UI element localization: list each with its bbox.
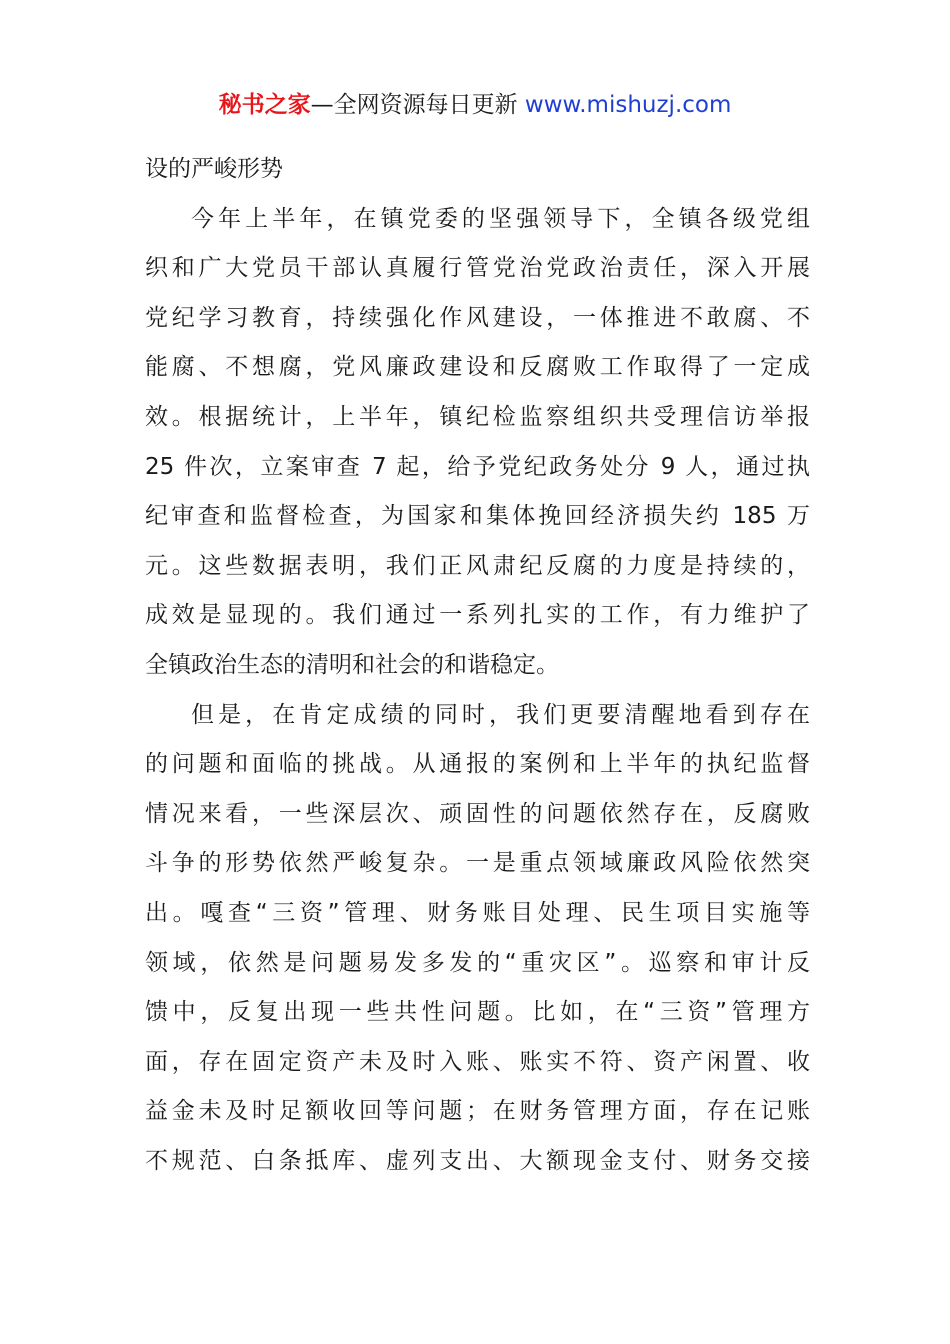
text-line-18: 馈中，反复出现一些共性问题。比如，在“三资”管理方	[145, 999, 810, 1026]
site-url-link[interactable]: www.mishuzj.com	[524, 92, 732, 118]
text-line-1: 设的严峻形势	[145, 156, 283, 182]
text-line-11: 全镇政治生态的清明和社会的和谐稳定。	[145, 651, 559, 678]
text-line-2: 今年上半年，在镇党委的坚强领导下，全镇各级党组	[191, 205, 810, 232]
text-line-14: 情况来看，一些深层次、顽固性的问题依然存在，反腐败	[145, 800, 810, 827]
text-line-15: 斗争的形势依然严峻复杂。一是重点领域廉政风险依然突	[145, 850, 810, 877]
text-line-5: 能腐、不想腐，党风廉政建设和反腐败工作取得了一定成	[145, 354, 810, 381]
header-tagline: —全网资源每日更新	[310, 92, 525, 118]
text-line-13: 的问题和面临的挑战。从通报的案例和上半年的执纪监督	[145, 751, 810, 778]
text-line-20: 益金未及时足额收回等问题；在财务管理方面，存在记账	[145, 1098, 810, 1125]
text-line-7: 25 件次，立案审查 7 起，给予党纪政务处分 9 人，通过执	[145, 453, 810, 480]
text-line-10: 成效是显现的。我们通过一系列扎实的工作，有力维护了	[145, 602, 810, 629]
text-line-19: 面，存在固定资产未及时入账、账实不符、资产闲置、收	[145, 1048, 810, 1075]
text-line-17: 领域，依然是问题易发多发的“重灾区”。巡察和审计反	[145, 949, 810, 976]
text-line-12: 但是，在肯定成绩的同时，我们更要清醒地看到存在	[191, 701, 810, 728]
text-line-3: 织和广大党员干部认真履行管党治党政治责任，深入开展	[145, 255, 810, 282]
document-body	[145, 145, 810, 1186]
text-line-16: 出。嘎查“三资”管理、财务账目处理、民生项目实施等	[145, 899, 810, 926]
text-line-8: 纪审查和监督检查，为国家和集体挽回经济损失约 185 万	[145, 503, 810, 530]
text-line-4: 党纪学习教育，持续强化作风建设，一体推进不敢腐、不	[145, 304, 810, 331]
text-line-6: 效。根据统计，上半年，镇纪检监察组织共受理信访举报	[145, 403, 810, 430]
text-line-21: 不规范、白条抵库、虚列支出、大额现金支付、财务交接	[145, 1147, 810, 1174]
brand-name: 秘书之家	[218, 92, 311, 118]
text-line-9: 元。这些数据表明，我们正风肃纪反腐的力度是持续的，	[145, 552, 810, 579]
site-header	[0, 88, 950, 122]
